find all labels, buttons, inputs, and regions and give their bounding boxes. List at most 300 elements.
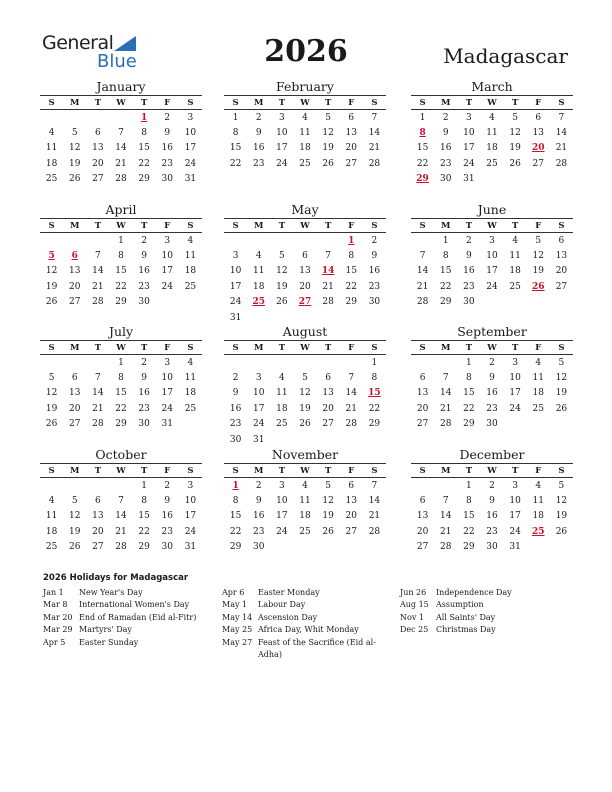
day-cell: 29 xyxy=(439,297,452,308)
month-january xyxy=(40,79,202,187)
week-row xyxy=(411,295,573,310)
day-cell xyxy=(480,172,503,187)
logo-blue-text: Blue xyxy=(97,51,137,72)
day-cell: 16 xyxy=(252,511,265,522)
weekday-header: F xyxy=(527,96,550,110)
week-row xyxy=(40,248,202,263)
day-cell: 10 xyxy=(184,496,197,507)
week-row xyxy=(40,540,202,555)
holiday-day-cell: 8 xyxy=(419,128,426,139)
day-cell: 14 xyxy=(368,496,381,507)
day-cell: 28 xyxy=(345,419,357,430)
day-cell: 13 xyxy=(299,266,311,277)
weekday-header: S xyxy=(411,341,434,355)
holiday-entry xyxy=(43,587,213,599)
day-cell: 30 xyxy=(439,174,452,185)
day-cell: 8 xyxy=(371,373,378,384)
day-cell: 24 xyxy=(252,419,265,430)
day-cell xyxy=(293,355,316,371)
day-cell: 7 xyxy=(348,373,355,384)
day-cell: 19 xyxy=(45,403,58,414)
weekday-header: T xyxy=(457,341,480,355)
day-cell: 30 xyxy=(463,297,475,308)
weekday-header: T xyxy=(86,464,109,478)
week-row xyxy=(224,248,386,263)
month-march xyxy=(411,79,573,187)
week-row xyxy=(411,172,573,187)
day-cell: 5 xyxy=(278,251,285,262)
day-cell: 27 xyxy=(416,542,429,553)
day-cell: 17 xyxy=(184,511,197,522)
day-cell: 21 xyxy=(322,281,334,292)
holiday-name: Assumption xyxy=(436,600,484,610)
day-cell: 8 xyxy=(118,251,124,262)
week-row xyxy=(40,355,202,371)
day-cell: 23 xyxy=(486,526,498,537)
day-cell: 23 xyxy=(252,526,265,537)
day-cell xyxy=(86,355,109,371)
day-cell: 14 xyxy=(416,266,429,277)
day-cell: 5 xyxy=(325,480,331,491)
weekday-header: W xyxy=(293,464,316,478)
holiday-name: All Saints' Day xyxy=(436,612,496,622)
weekday-header: S xyxy=(224,96,247,110)
day-cell: 10 xyxy=(276,496,288,507)
holiday-name: Christmas Day xyxy=(436,625,496,635)
weekday-header: T xyxy=(86,96,109,110)
day-cell: 11 xyxy=(532,496,544,507)
day-cell: 26 xyxy=(322,158,334,169)
day-cell xyxy=(340,432,363,447)
day-cell: 29 xyxy=(115,419,127,430)
day-cell: 4 xyxy=(187,357,194,368)
weekday-header: T xyxy=(504,464,527,478)
day-cell: 21 xyxy=(92,281,104,292)
day-cell: 4 xyxy=(255,251,262,262)
day-cell: 3 xyxy=(465,112,472,123)
day-cell: 15 xyxy=(439,266,452,277)
day-cell: 16 xyxy=(161,143,173,154)
month-table xyxy=(224,463,386,555)
day-cell: 19 xyxy=(276,281,288,292)
day-cell: 13 xyxy=(555,251,568,262)
day-cell: 15 xyxy=(416,143,429,154)
day-cell: 17 xyxy=(161,388,173,399)
weekday-header: T xyxy=(457,96,480,110)
weekday-header: S xyxy=(363,96,386,110)
day-cell: 24 xyxy=(161,281,173,292)
day-cell: 23 xyxy=(439,158,452,169)
day-cell: 26 xyxy=(555,403,568,414)
day-cell: 16 xyxy=(486,511,498,522)
day-cell: 9 xyxy=(255,496,262,507)
day-cell: 19 xyxy=(555,511,568,522)
day-cell: 7 xyxy=(419,251,426,262)
weekday-header: S xyxy=(363,219,386,233)
day-cell: 23 xyxy=(161,158,173,169)
day-cell: 13 xyxy=(416,388,429,399)
holiday-day-cell: 1 xyxy=(348,235,355,246)
week-row xyxy=(224,509,386,524)
holiday-name: End of Ramadan (Eid al-Fitr) xyxy=(79,612,197,622)
day-cell: 30 xyxy=(138,297,150,308)
week-row xyxy=(224,386,386,401)
day-cell: 16 xyxy=(252,143,265,154)
week-row xyxy=(224,233,386,249)
day-cell: 3 xyxy=(489,235,495,246)
day-cell xyxy=(480,295,503,310)
day-cell: 18 xyxy=(532,388,544,399)
month-august xyxy=(224,324,386,447)
day-cell: 14 xyxy=(368,128,381,139)
day-cell: 20 xyxy=(345,511,357,522)
day-cell xyxy=(527,172,550,187)
week-row xyxy=(224,417,386,432)
day-cell: 6 xyxy=(302,251,308,262)
day-cell: 20 xyxy=(322,403,334,414)
month-title: July xyxy=(108,324,134,339)
holiday-day-cell: 1 xyxy=(141,112,148,123)
holiday-date: Mar 29 xyxy=(43,625,73,635)
day-cell: 9 xyxy=(255,128,262,139)
day-cell: 27 xyxy=(92,174,104,185)
day-cell: 7 xyxy=(442,373,449,384)
day-cell xyxy=(550,172,573,187)
day-cell: 3 xyxy=(512,357,518,368)
day-cell: 24 xyxy=(486,281,498,292)
day-cell xyxy=(411,355,434,371)
day-cell xyxy=(109,478,132,494)
day-cell: 6 xyxy=(419,373,426,384)
day-cell xyxy=(293,540,316,555)
day-cell: 6 xyxy=(419,496,426,507)
day-cell: 22 xyxy=(115,281,127,292)
month-december xyxy=(411,447,573,555)
day-cell: 13 xyxy=(345,128,357,139)
day-cell xyxy=(340,355,363,371)
holiday-day-cell: 20 xyxy=(532,143,545,154)
holiday-name: Independence Day xyxy=(436,588,512,597)
day-cell: 12 xyxy=(555,496,568,507)
day-cell: 29 xyxy=(138,542,150,553)
holiday-entry xyxy=(43,624,213,636)
month-table xyxy=(224,340,386,447)
day-cell: 13 xyxy=(532,128,544,139)
day-cell: 28 xyxy=(92,419,104,430)
day-cell: 14 xyxy=(115,143,127,154)
day-cell: 28 xyxy=(416,297,429,308)
day-cell: 23 xyxy=(138,281,150,292)
holiday-date: Mar 8 xyxy=(43,600,68,610)
day-cell: 20 xyxy=(68,281,81,292)
month-title: October xyxy=(95,447,147,462)
month-february xyxy=(224,79,386,172)
day-cell: 23 xyxy=(161,526,173,537)
weekday-header: F xyxy=(156,96,179,110)
day-cell: 30 xyxy=(229,434,242,445)
weekday-header: F xyxy=(340,219,363,233)
weekday-header: T xyxy=(504,341,527,355)
day-cell: 9 xyxy=(371,251,378,262)
weekday-header: S xyxy=(40,464,63,478)
day-cell: 2 xyxy=(164,480,171,491)
day-cell: 19 xyxy=(68,158,81,169)
holiday-date: Aug 15 xyxy=(400,600,429,610)
week-row xyxy=(40,233,202,249)
day-cell: 20 xyxy=(416,526,429,537)
day-cell: 27 xyxy=(416,419,429,430)
day-cell: 4 xyxy=(48,128,55,139)
week-row xyxy=(40,370,202,385)
weekday-header: S xyxy=(550,464,573,478)
weekday-header: F xyxy=(527,464,550,478)
day-cell: 9 xyxy=(164,496,171,507)
weekday-header: S xyxy=(179,464,202,478)
day-cell: 23 xyxy=(229,419,242,430)
holiday-name: Africa Day, Whit Monday xyxy=(258,625,359,635)
day-cell: 28 xyxy=(368,158,381,169)
holiday-date: May 1 xyxy=(222,600,248,610)
month-table xyxy=(411,95,573,187)
day-cell: 31 xyxy=(161,419,173,430)
day-cell: 24 xyxy=(184,158,197,169)
day-cell: 1 xyxy=(141,480,147,491)
week-row xyxy=(40,125,202,140)
day-cell: 5 xyxy=(302,373,308,384)
day-cell: 25 xyxy=(532,403,544,414)
day-cell: 24 xyxy=(184,526,197,537)
week-row xyxy=(40,478,202,494)
weekday-header: T xyxy=(317,464,340,478)
day-cell: 18 xyxy=(532,511,544,522)
day-cell: 17 xyxy=(161,266,173,277)
day-cell: 8 xyxy=(118,373,124,384)
day-cell: 30 xyxy=(138,419,150,430)
day-cell: 8 xyxy=(232,496,239,507)
weekday-header: W xyxy=(109,341,132,355)
holiday-name: Easter Sunday xyxy=(79,637,139,647)
day-cell: 28 xyxy=(115,174,127,185)
weekday-header: W xyxy=(293,219,316,233)
day-cell: 19 xyxy=(68,526,81,537)
holiday-entry xyxy=(400,624,570,636)
day-cell: 28 xyxy=(439,419,452,430)
day-cell: 9 xyxy=(489,496,495,507)
day-cell: 11 xyxy=(509,251,521,262)
day-cell: 10 xyxy=(229,266,242,277)
day-cell: 25 xyxy=(299,526,311,537)
weekday-header: S xyxy=(40,341,63,355)
day-cell: 19 xyxy=(532,266,544,277)
day-cell: 1 xyxy=(232,112,239,123)
day-cell: 12 xyxy=(509,128,521,139)
day-cell: 2 xyxy=(255,112,262,123)
day-cell: 7 xyxy=(94,373,101,384)
weekday-header: S xyxy=(550,341,573,355)
day-cell: 14 xyxy=(92,266,104,277)
weekday-header: M xyxy=(63,341,86,355)
day-cell: 6 xyxy=(348,480,355,491)
week-row xyxy=(224,370,386,385)
day-cell: 27 xyxy=(555,281,568,292)
day-cell: 13 xyxy=(92,511,104,522)
day-cell: 1 xyxy=(465,480,472,491)
month-july xyxy=(40,324,202,432)
day-cell: 2 xyxy=(141,357,147,368)
weekday-header: S xyxy=(40,219,63,233)
weekday-header: F xyxy=(156,341,179,355)
holiday-name: New Year's Day xyxy=(79,588,143,597)
week-row xyxy=(40,509,202,524)
weekday-header: T xyxy=(317,341,340,355)
day-cell: 3 xyxy=(232,251,239,262)
day-cell: 24 xyxy=(463,158,475,169)
day-cell: 21 xyxy=(368,143,381,154)
day-cell xyxy=(293,432,316,447)
day-cell: 10 xyxy=(276,128,288,139)
holiday-day-cell: 5 xyxy=(48,251,55,262)
week-row xyxy=(224,141,386,156)
day-cell xyxy=(247,355,270,371)
day-cell: 2 xyxy=(489,480,495,491)
week-row xyxy=(411,264,573,279)
day-cell: 31 xyxy=(184,174,197,185)
day-cell xyxy=(179,417,202,432)
month-november xyxy=(224,447,386,555)
weekday-header: F xyxy=(340,341,363,355)
day-cell: 14 xyxy=(439,388,452,399)
day-cell: 22 xyxy=(229,158,242,169)
weekday-header: W xyxy=(480,96,503,110)
holiday-entry xyxy=(222,624,382,636)
day-cell: 24 xyxy=(509,526,521,537)
day-cell: 24 xyxy=(161,403,173,414)
day-cell: 6 xyxy=(348,112,355,123)
day-cell xyxy=(179,295,202,310)
month-table xyxy=(40,463,202,555)
day-cell: 26 xyxy=(68,174,81,185)
holiday-date: Mar 20 xyxy=(43,612,73,622)
holiday-day-cell: 6 xyxy=(71,251,78,262)
month-table xyxy=(40,340,202,432)
day-cell: 13 xyxy=(322,388,334,399)
day-cell xyxy=(40,355,63,371)
day-cell: 13 xyxy=(345,496,357,507)
week-row xyxy=(224,110,386,126)
day-cell: 11 xyxy=(45,143,58,154)
day-cell: 20 xyxy=(92,526,104,537)
day-cell: 12 xyxy=(276,266,288,277)
day-cell xyxy=(550,540,573,555)
day-cell xyxy=(270,233,293,249)
day-cell: 30 xyxy=(161,542,173,553)
week-row xyxy=(224,279,386,294)
holiday-entry xyxy=(222,599,382,611)
day-cell: 23 xyxy=(252,158,265,169)
week-row xyxy=(411,355,573,371)
day-cell: 18 xyxy=(184,266,197,277)
weekday-header: T xyxy=(133,219,156,233)
day-cell: 26 xyxy=(322,526,334,537)
month-title: March xyxy=(471,79,513,94)
day-cell: 30 xyxy=(486,419,498,430)
holiday-name: International Women's Day xyxy=(79,600,190,610)
month-title: February xyxy=(276,79,334,94)
day-cell: 25 xyxy=(45,174,58,185)
day-cell xyxy=(109,110,132,126)
day-cell: 15 xyxy=(229,143,242,154)
day-cell: 31 xyxy=(229,312,242,323)
day-cell: 25 xyxy=(509,281,521,292)
weekday-header: T xyxy=(457,219,480,233)
day-cell: 14 xyxy=(439,511,452,522)
day-cell: 6 xyxy=(535,112,542,123)
day-cell: 22 xyxy=(138,526,150,537)
month-table xyxy=(40,95,202,187)
day-cell: 26 xyxy=(45,297,58,308)
holiday-day-cell: 26 xyxy=(532,281,545,292)
weekday-header: T xyxy=(133,464,156,478)
day-cell: 22 xyxy=(229,526,242,537)
day-cell: 11 xyxy=(252,266,265,277)
day-cell: 17 xyxy=(184,143,197,154)
logo-general-text: General xyxy=(42,32,114,54)
day-cell: 2 xyxy=(442,112,449,123)
day-cell: 7 xyxy=(371,480,378,491)
holiday-entry xyxy=(222,637,382,662)
day-cell: 12 xyxy=(555,373,568,384)
week-row xyxy=(40,417,202,432)
day-cell xyxy=(504,172,527,187)
day-cell: 28 xyxy=(115,542,127,553)
week-row xyxy=(40,386,202,401)
day-cell xyxy=(224,355,247,371)
day-cell: 11 xyxy=(299,128,311,139)
weekday-header: M xyxy=(247,96,270,110)
day-cell: 18 xyxy=(184,388,197,399)
weekday-header: W xyxy=(480,219,503,233)
holiday-date: Jun 26 xyxy=(400,588,427,597)
day-cell: 26 xyxy=(68,542,81,553)
holiday-day-cell: 27 xyxy=(298,297,312,308)
holiday-name: Feast of the Sacrifice (Eid al-Adha) xyxy=(258,637,376,660)
day-cell: 16 xyxy=(138,388,150,399)
month-title: April xyxy=(105,202,137,217)
weekday-header: F xyxy=(156,219,179,233)
holiday-entry xyxy=(222,612,382,624)
day-cell xyxy=(270,355,293,371)
day-cell: 13 xyxy=(68,266,81,277)
weekday-header: T xyxy=(86,341,109,355)
day-cell: 22 xyxy=(345,281,357,292)
day-cell: 3 xyxy=(164,235,171,246)
weekday-header: T xyxy=(317,219,340,233)
weekday-header: M xyxy=(434,464,457,478)
day-cell: 8 xyxy=(348,251,355,262)
day-cell: 11 xyxy=(184,251,197,262)
day-cell: 5 xyxy=(535,235,542,246)
weekday-header: M xyxy=(434,341,457,355)
day-cell: 11 xyxy=(184,373,197,384)
day-cell: 6 xyxy=(558,235,565,246)
month-title: May xyxy=(291,202,319,217)
holiday-entry xyxy=(400,599,570,611)
day-cell: 21 xyxy=(439,526,452,537)
day-cell: 11 xyxy=(532,373,544,384)
day-cell xyxy=(363,432,386,447)
day-cell: 2 xyxy=(164,112,171,123)
day-cell: 1 xyxy=(118,357,124,368)
